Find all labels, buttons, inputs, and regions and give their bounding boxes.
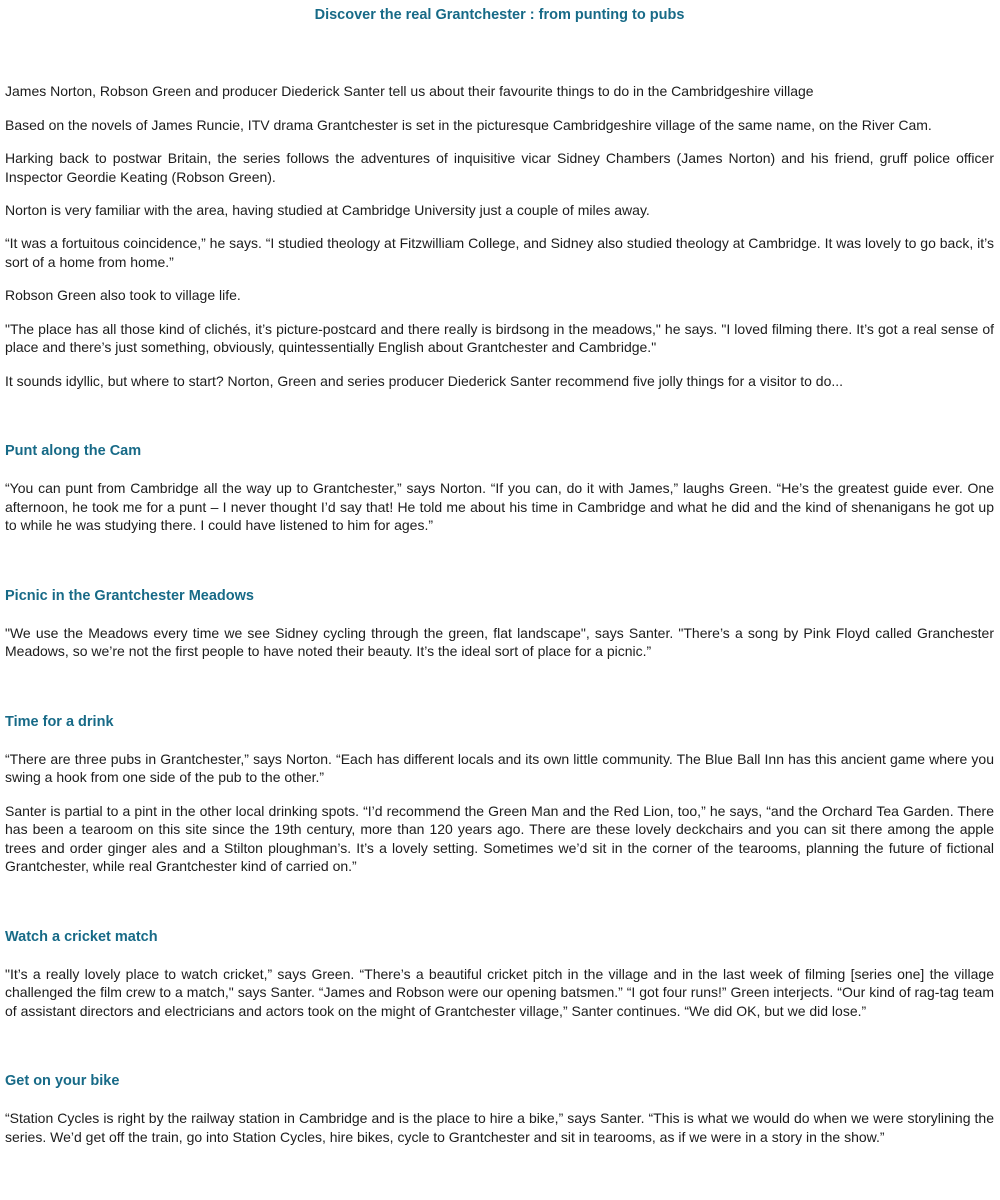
section-heading: Watch a cricket match <box>5 928 158 945</box>
section-paragraph: Santer is partial to a pint in the other local drinking spots. “I’d recommend the Green Man and the Red Lion, too,” he says, “and the Orchard Tea Garden. There has been a tearoom on this site since the 19th century, more than 120 years ago. There are these lovely deckchairs and you can sit there among the apple trees and order ginger ales and a Stilton ploughman’s. It’s a lovely setting. Sometimes we’d sit in the corner of the tearooms, planning the future of fictional Grantchester, while real Grantchester kind of carried on.” <box>5 802 994 875</box>
section-paragraph: “Station Cycles is right by the railway station in Cambridge and is the place to hire a bike,” says Santer. “This is what we would do when we were storylining the series. We’d get off the train, go into Station Cycles, hire bikes, cycle to Grantchester and sit in tearooms, as if we were in a story in the show.” <box>5 1110 994 1145</box>
section-paragraph: “There are three pubs in Grantchester,” says Norton. “Each has different locals and its own little community. The Blue Ball Inn has this ancient game where you swing a hook from one side of the pub to the other.” <box>5 751 994 786</box>
intro-paragraph: Harking back to postwar Britain, the series follows the adventures of inquisitive vicar Sidney Chambers (James Norton) and his friend, gruff police officer Inspector Geordie Keating (Robson Green). <box>5 150 994 185</box>
section-paragraph: "We use the Meadows every time we see Sidney cycling through the green, flat landscape", says Santer. "There’s a song by Pink Floyd called Granchester Meadows, so we’re not the first people to have noted their beauty. It’s the ideal sort of place for a picnic.” <box>5 624 994 660</box>
intro-paragraph: Based on the novels of James Runcie, ITV drama Grantchester is set in the picturesque Cambridgeshire village of the same name, on the River Cam. <box>5 116 932 133</box>
article-intro <box>5 82 994 390</box>
section-paragraph: "It’s a really lovely place to watch cricket,” says Green. “There’s a beautiful cricket pitch in the village and in the last week of filming [series one] the village challenged the film crew to a match," says Santer. “James and Robson were our opening batsmen.” “I got four runs!” Green interjects. “Our kind of rag-tag team of assistant directors and electricians and actors took on the might of Grantchester village,” Santer continues. “We did OK, but we did lose.” <box>5 965 994 1019</box>
intro-paragraph: "The place has all those kind of clichés, it’s picture-postcard and there really is birdsong in the meadows," he says. "I loved filming there. It’s got a real sense of place and there’s just something, obviously, quintessentially English about Grantchester and Cambridge." <box>5 320 994 356</box>
page-title: Discover the real Grantchester : from punting to pubs <box>314 7 685 23</box>
section-paragraph: “You can punt from Cambridge all the way up to Grantchester,” says Norton. “If you can, do it with James,” laughs Green. “He’s the greatest guide ever. One afternoon, he took me for a punt – I never thought I’d say that! He told me about his time in Cambridge and what he did and the kind of shenanigans he got up to while he was studying there. I could have listened to him for ages.” <box>5 480 994 534</box>
section-heading: Punt along the Cam <box>5 443 142 460</box>
section-time-for-a-drink <box>5 713 994 876</box>
section-picnic-in-the-meadows <box>5 587 994 661</box>
intro-paragraph: Norton is very familiar with the area, having studied at Cambridge University just a couple of miles away. <box>5 202 650 218</box>
section-watch-a-cricket-match <box>5 928 994 1021</box>
section-punt-along-the-cam <box>5 442 994 535</box>
section-heading: Time for a drink <box>5 713 114 730</box>
intro-paragraph: “It was a fortuitous coincidence,” he says. “I studied theology at Fitzwilliam College, and Sidney also studied theology at Cambridge. It was lovely to go back, it’s sort of a home from home.” <box>5 235 994 270</box>
intro-paragraph: James Norton, Robson Green and producer Diederick Santer tell us about their favourite things to do in the Cambridgeshire village <box>5 83 814 100</box>
section-get-on-your-bike <box>5 1072 994 1146</box>
section-heading: Picnic in the Grantchester Meadows <box>5 587 254 604</box>
intro-paragraph: It sounds idyllic, but where to start? Norton, Green and series producer Diederick Santer recommend five jolly things for a visitor to do... <box>5 372 844 389</box>
intro-paragraph: Robson Green also took to village life. <box>5 287 241 304</box>
section-heading: Get on your bike <box>5 1073 120 1090</box>
